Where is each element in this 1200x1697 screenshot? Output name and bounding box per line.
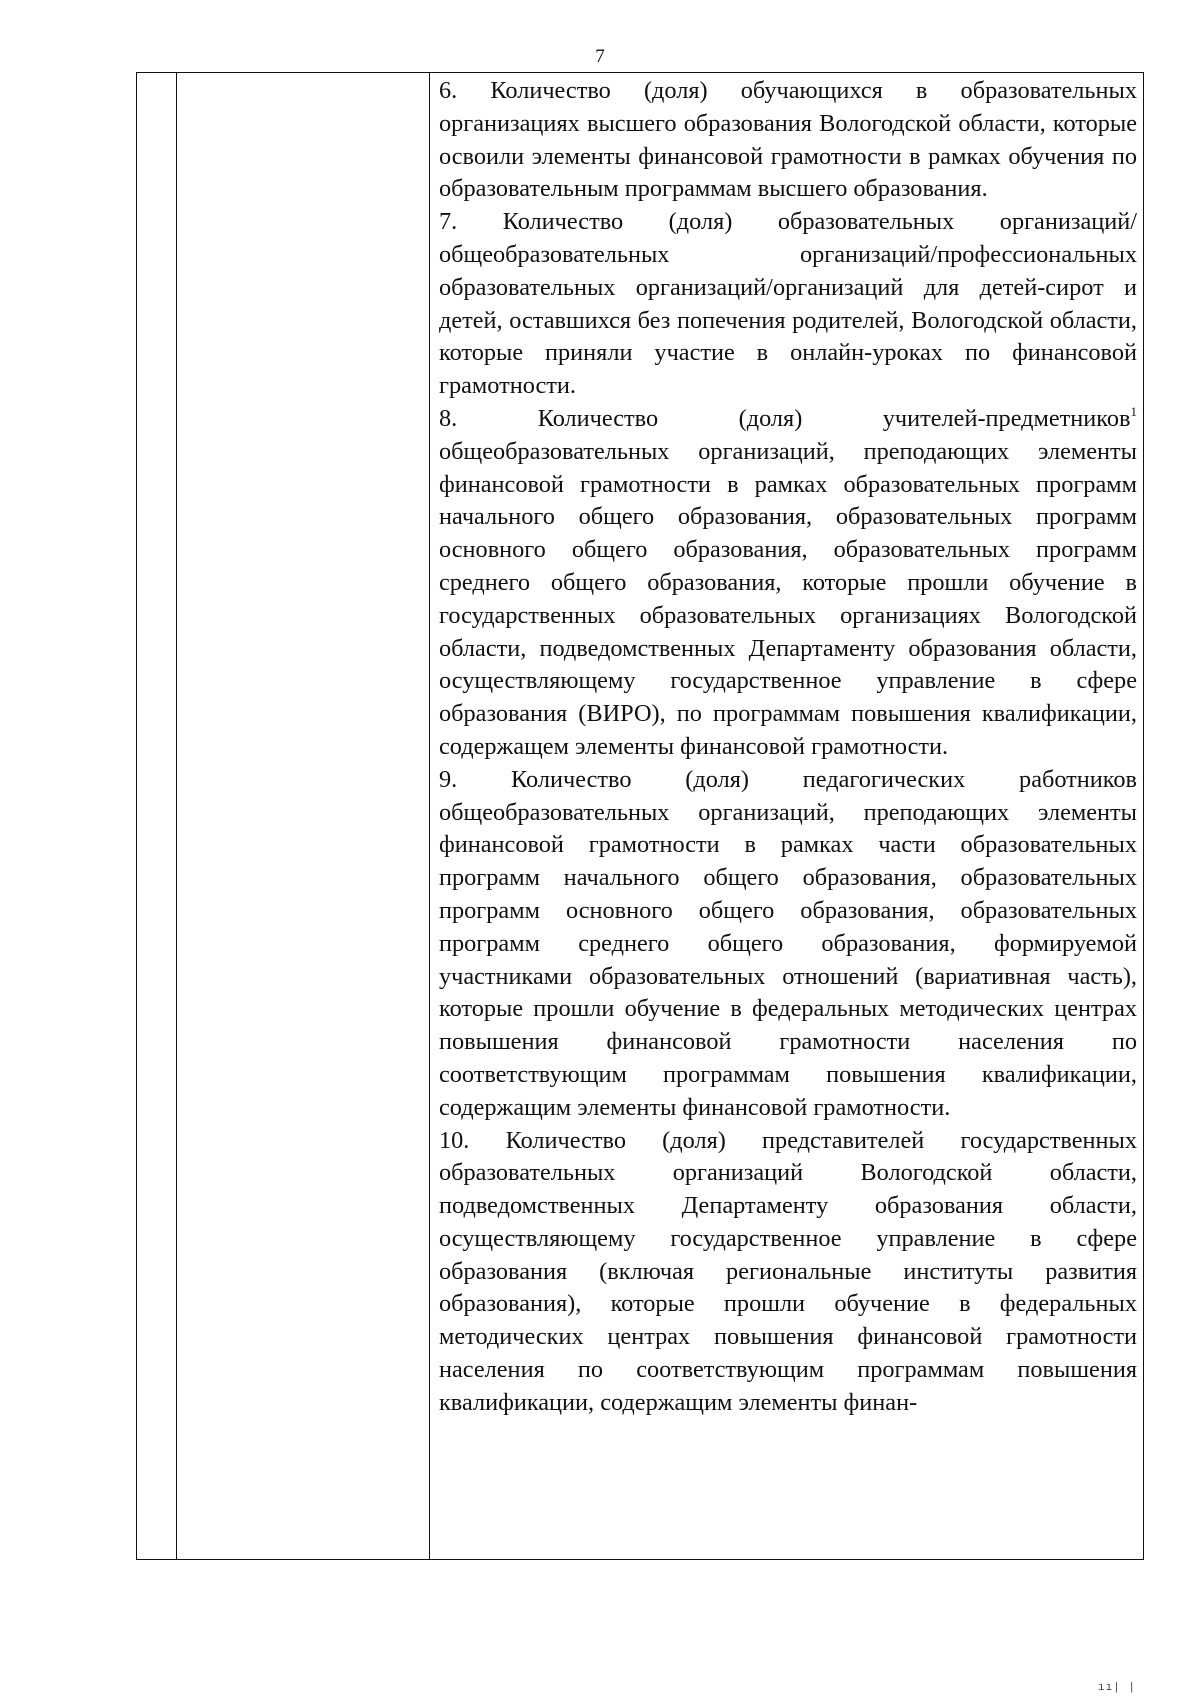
indicator-item-8 <box>439 403 1137 764</box>
table-row <box>137 73 1144 1560</box>
table-cell-col2 <box>177 73 430 1560</box>
indicator-item-9: 9. Количество (доля) педагогических работников общеобразовательных организаций, преподающих элементы финансовой грамотности в рамках части образовательных программ начального общего образования, образовательных программ основного общего образования, образовательных программ среднего общего образования, формируемой участниками образовательных отношений (вариативная часть), которые прошли обучение в федеральных методических центрах повышения финансовой грамотности населения по соответствующим программам повышения квалификации, содержащим элементы финансовой грамотности. <box>439 765 1137 1121</box>
table-cell-col1 <box>137 73 177 1560</box>
indicator-item-8-text-before: 8. Количество (доля) учителей-предметников <box>439 404 1131 432</box>
footnote-mark: 1 <box>1130 403 1137 419</box>
indicator-list <box>430 73 1143 1420</box>
indicator-item-6: 6. Количество (доля) обучающихся в образовательных организациях высшего образования Вологодской области, которые освоили элементы финансовой грамотности в рамках обучения по образовательным программам высшего образования. <box>439 77 1137 203</box>
indicator-item-10: 10. Количество (доля) представителей государственных образовательных организаций Вологодской области, подведомственных Департаменту образования области, осуществляющему государственное управление в сфере образования (включая региональные институты развития образования), которые прошли обучение в федеральных методических центрах повышения финансовой грамотности населения по соответствующим программам повышения квалификации, содержащим элементы финан- <box>439 1126 1137 1416</box>
document-table <box>136 72 1144 1560</box>
page-number: 7 <box>595 46 605 67</box>
table-cell-col3 <box>430 73 1144 1560</box>
indicator-item-8-text-after: общеобразовательных организаций, преподающих элементы финансовой грамотности в рамках образовательных программ начального общего образования, образовательных программ основного общего образования, образовательных программ среднего общего образования, которые прошли обучение в государственных образовательных организациях Вологодской области, подведомственных Департаменту образования области, осуществляющему государственное управление в сфере образования (ВИРО), по программам повышения квалификации, содержащем элементы финансовой грамотности. <box>439 437 1137 760</box>
indicator-item-7: 7. Количество (доля) образовательных организаций/общеобразовательных организаций/профессиональных образовательных организаций/организаций для детей-сирот и детей, оставшихся без попечения родителей, Вологодской области, которые приняли участие в онлайн-уроках по финансовой грамотности. <box>439 208 1137 400</box>
scan-edge-marks: ıı| | <box>1098 1682 1137 1694</box>
